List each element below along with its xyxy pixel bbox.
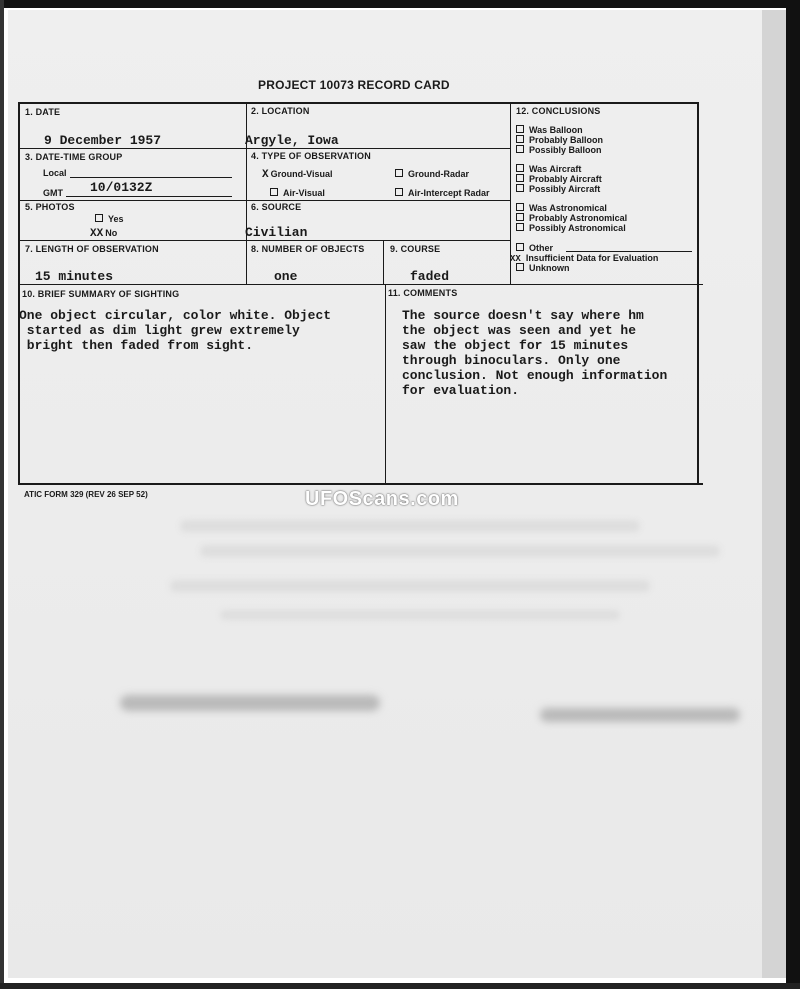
comments-line: conclusion. Not enough information (402, 368, 668, 383)
conclusion-checkbox[interactable] (516, 263, 524, 271)
photos-yes-option[interactable] (95, 214, 124, 224)
dtg-gmt-line (66, 196, 232, 197)
watermark: UFOScans.com (305, 488, 459, 510)
conclusion-text: Insufficient Data for Evaluation (525, 253, 659, 263)
photos-yes-checkbox[interactable] (95, 214, 103, 222)
summary-label: 10. BRIEF SUMMARY OF SIGHTING (22, 289, 180, 299)
comments-line: the object was seen and yet he (402, 323, 637, 338)
photos-no-text: No (105, 228, 118, 238)
dtg-gmt-label: GMT (43, 188, 63, 198)
summary-line: started as dim light grew extremely (19, 323, 300, 338)
num-objects-value: one (274, 269, 298, 284)
divider-date-location (246, 102, 247, 284)
bleed-through-text (170, 580, 650, 592)
location-label: 2. LOCATION (251, 106, 310, 116)
form-border-right (697, 102, 699, 485)
row-line-3 (18, 240, 511, 241)
scan-border-bottom (0, 983, 800, 989)
date-label: 1. DATE (25, 107, 61, 117)
insufficient-data-checked-mark: XX (510, 254, 521, 264)
conclusion-text: Possibly Aircraft (529, 184, 601, 194)
bleed-through-text (180, 520, 640, 532)
divider-summary-comments (385, 284, 386, 484)
summary-line: bright then faded from sight. (19, 338, 254, 353)
conclusion-checkbox[interactable] (516, 213, 524, 221)
card-title: PROJECT 10073 RECORD CARD (258, 78, 450, 92)
conclusion-text: Probably Balloon (529, 135, 604, 145)
date-value: 9 December 1957 (44, 133, 162, 148)
bleed-through-smudge (540, 708, 740, 722)
conclusion-possibly-aircraft[interactable] (516, 184, 600, 194)
conclusion-probably-balloon[interactable] (516, 135, 603, 145)
conclusion-text: Unknown (529, 263, 570, 273)
conclusion-was-aircraft[interactable] (516, 164, 581, 174)
photos-no-option[interactable] (90, 228, 117, 240)
air-visual-text: Air-Visual (283, 188, 325, 198)
conclusion-text: Was Astronomical (529, 203, 607, 213)
photos-yes-text: Yes (108, 214, 124, 224)
scan-shadow (762, 10, 786, 978)
conclusion-text: Was Balloon (529, 125, 583, 135)
bleed-through-text (220, 610, 620, 620)
air-intercept-option[interactable] (395, 188, 490, 198)
length-value: 15 minutes (35, 269, 114, 284)
conclusion-other[interactable] (516, 243, 553, 253)
comments-text (402, 308, 667, 398)
conclusion-checkbox[interactable] (516, 223, 524, 231)
observation-type-label: 4. TYPE OF OBSERVATION (251, 151, 371, 161)
form-border-top (18, 102, 698, 104)
conclusion-possibly-astronomical[interactable] (516, 223, 626, 233)
form-number: ATIC FORM 329 (REV 26 SEP 52) (24, 490, 148, 499)
conclusion-text: Was Aircraft (529, 164, 582, 174)
conclusion-text: Possibly Balloon (529, 145, 602, 155)
row-line-4 (18, 284, 703, 285)
divider-objects-course (383, 240, 384, 284)
source-value: Civilian (245, 225, 308, 240)
dtg-local-label: Local (43, 168, 67, 178)
conclusion-text: Probably Astronomical (529, 213, 628, 223)
conclusion-checkbox[interactable] (516, 203, 524, 211)
conclusions-label: 12. CONCLUSIONS (516, 106, 601, 116)
ground-radar-checkbox[interactable] (395, 169, 403, 177)
summary-text (19, 308, 331, 353)
conclusion-other-line (566, 251, 692, 252)
dtg-label: 3. DATE-TIME GROUP (25, 152, 123, 162)
summary-line: One object circular, color white. Object (19, 308, 332, 323)
ground-visual-text: Ground-Visual (270, 169, 333, 179)
scan-border-top (0, 0, 800, 8)
num-objects-label: 8. NUMBER OF OBJECTS (251, 244, 365, 254)
conclusion-text: Probably Aircraft (529, 174, 602, 184)
ground-radar-text: Ground-Radar (408, 169, 470, 179)
dtg-local-line (70, 177, 232, 178)
conclusion-was-astronomical[interactable] (516, 203, 607, 213)
conclusion-text: Other (529, 243, 554, 253)
conclusion-text: Possibly Astronomical (529, 223, 626, 233)
ground-visual-checked-mark: X (262, 169, 269, 181)
conclusion-unknown[interactable] (516, 263, 570, 273)
location-value: Argyle, Iowa (245, 133, 339, 148)
conclusion-checkbox[interactable] (516, 164, 524, 172)
photos-label: 5. PHOTOS (25, 202, 75, 212)
conclusion-checkbox[interactable] (516, 135, 524, 143)
ground-radar-option[interactable] (395, 169, 469, 179)
row-line-2 (18, 200, 511, 201)
form-border-bottom (18, 483, 703, 485)
photos-no-checked-mark: XX (90, 228, 104, 240)
comments-line: for evaluation. (402, 383, 520, 398)
air-intercept-text: Air-Intercept Radar (408, 188, 490, 198)
bleed-through-text (200, 545, 720, 557)
conclusion-checkbox[interactable] (516, 174, 524, 182)
comments-label: 11. COMMENTS (388, 288, 458, 298)
conclusion-possibly-balloon[interactable] (516, 145, 602, 155)
row-line-1 (18, 148, 511, 149)
course-label: 9. COURSE (390, 244, 441, 254)
conclusion-checkbox[interactable] (516, 125, 524, 133)
comments-line: The source doesn't say where hm (402, 308, 644, 323)
scan-border-right (786, 0, 800, 989)
dtg-gmt-value: 10/0132Z (90, 180, 153, 195)
comments-line: saw the object for 15 minutes (402, 338, 629, 353)
conclusion-was-balloon[interactable] (516, 125, 583, 135)
scan-border-left (0, 0, 4, 989)
form-border-left (18, 102, 20, 485)
conclusion-probably-astronomical[interactable] (516, 213, 627, 223)
source-label: 6. SOURCE (251, 202, 302, 212)
conclusion-checkbox[interactable] (516, 145, 524, 153)
course-value: faded (410, 269, 450, 284)
air-visual-checkbox[interactable] (270, 188, 278, 196)
length-label: 7. LENGTH OF OBSERVATION (25, 244, 159, 254)
bleed-through-smudge (120, 695, 380, 711)
ground-visual-option[interactable] (262, 169, 332, 181)
conclusion-probably-aircraft[interactable] (516, 174, 602, 184)
air-visual-option[interactable] (270, 188, 325, 198)
air-intercept-checkbox[interactable] (395, 188, 403, 196)
comments-line: through binoculars. Only one (402, 353, 621, 368)
conclusion-checkbox[interactable] (516, 243, 524, 251)
conclusion-checkbox[interactable] (516, 184, 524, 192)
